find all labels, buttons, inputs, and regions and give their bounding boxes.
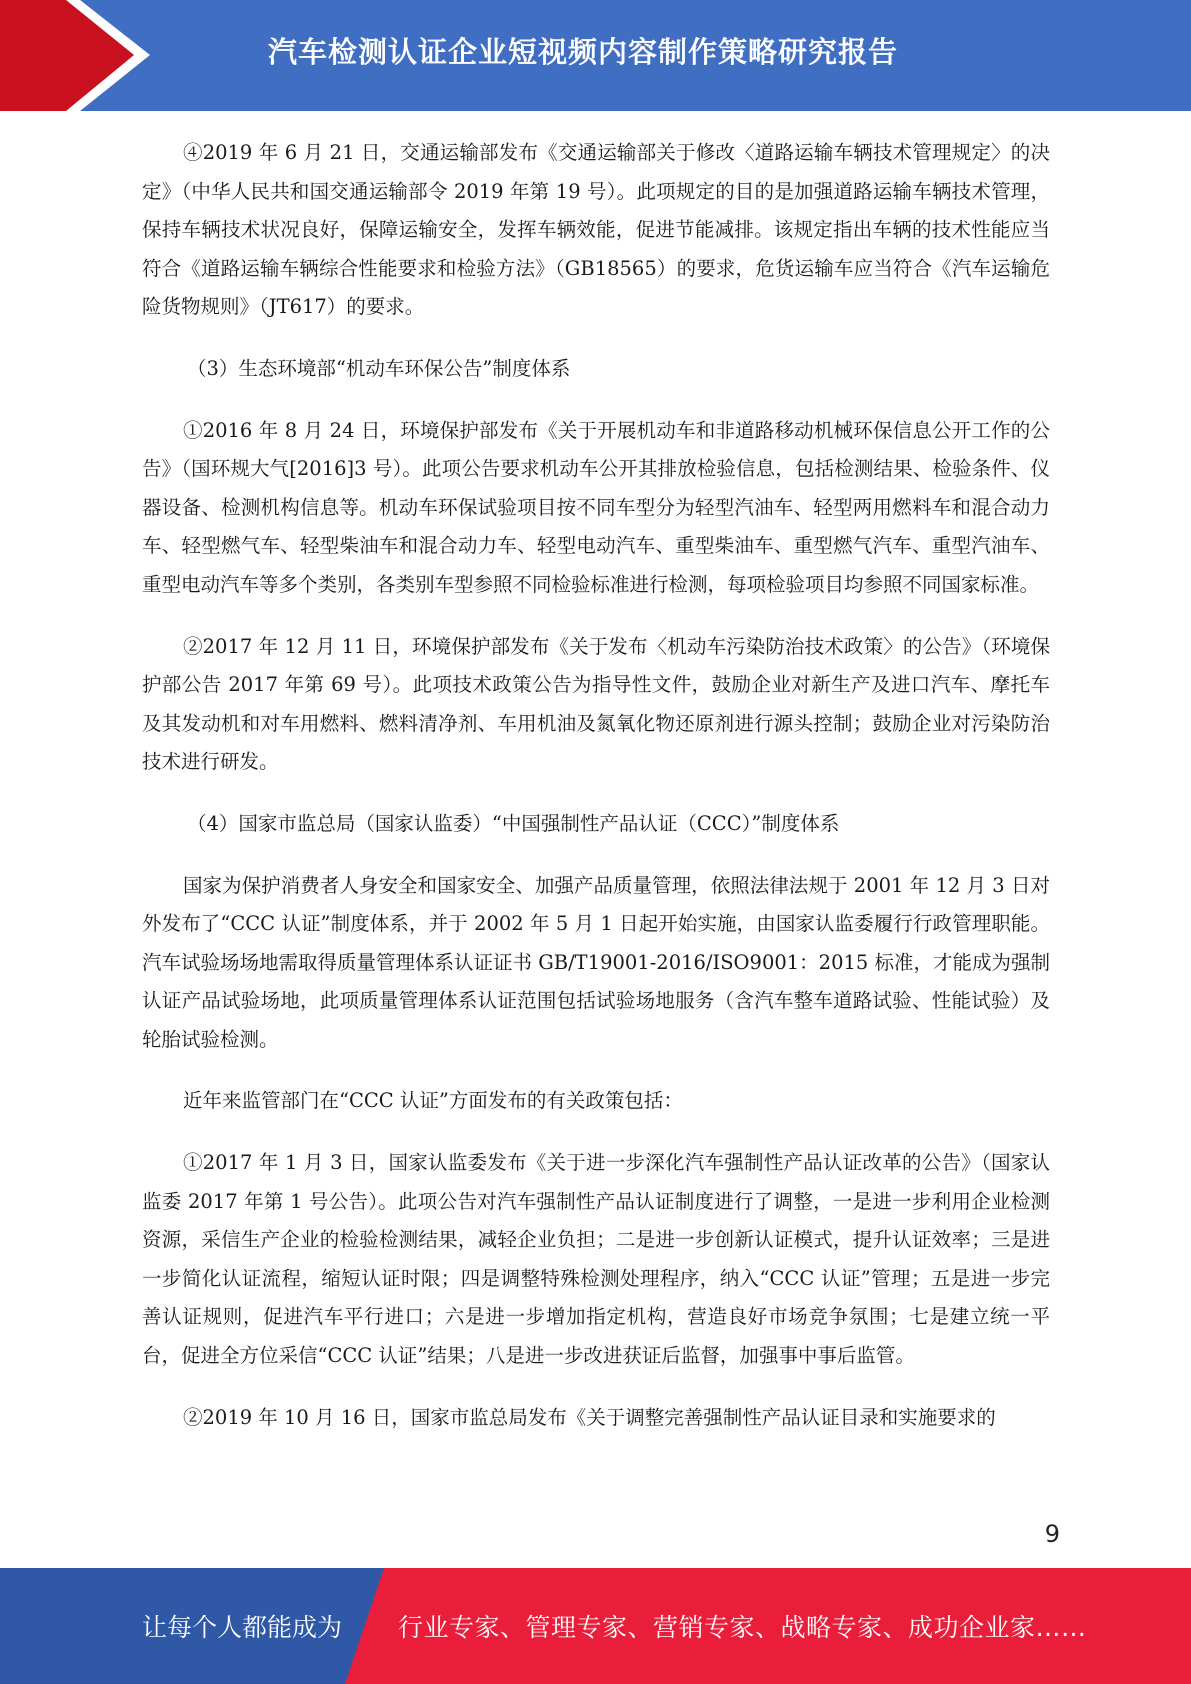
page-number: 9 [1044, 1520, 1060, 1548]
footer-slogan-right: 行业专家、管理专家、营销专家、战略专家、成功企业家…… [398, 1613, 1087, 1642]
paragraph: ②2019 年 10 月 16 日，国家市监总局发布《关于调整完善强制性产品认证目录和实施要求的 [183, 1405, 996, 1429]
paragraph: ④2019 年 6 月 21 日，交通运输部发布《交通运输部关于修改〈道路运输车辆技术管理规定〉的决定》（中华人民共和国交通运输部令 2019 年第 19 号）。此项规定的目的是加强道路运输车辆技术管理，保持车辆技术状况良好，保障运输安全，发挥车辆效能，促进节能减排。该规定指出车辆的技术性能应当符合《道路运输车辆综合性能要求和检验方法》（GB18565）的要求，危货运输车应当符合《汽车运输危险货物规则》（JT617）的要求。 [142, 141, 1050, 319]
footer-slogan-left: 让每个人都能成为 [142, 1613, 343, 1642]
paragraph: ①2016 年 8 月 24 日，环境保护部发布《关于开展机动车和非道路移动机械环保信息公开工作的公告》（国环规大气[2016]3 号）。此项公告要求机动车公开其排放检验信息，包括检测结果、检验条件、仪器设备、检测机构信息等。机动车环保试验项目按不同车型分为轻型汽油车、轻型两用燃料车和混合动力车、轻型燃气车、轻型柴油车和混合动力车、轻型电动汽车、重型柴油车、重型燃气汽车、重型汽油车、重型电动汽车等多个类别，各类别车型参照不同检验标准进行检测，每项检验项目均参照不同国家标准。 [142, 418, 1050, 596]
paragraph: 国家为保护消费者人身安全和国家安全、加强产品质量管理，依照法律法规于 2001 年 12 月 3 日对外发布了“CCC 认证”制度体系，并于 2002 年 5 月 1 日起开始实施，由国家认监委履行行政管理职能。汽车试验场场地需取得质量管理体系认证证书 GB/T19001-2016/ISO9001：2015 标准，才能成为强制认证产品试验场地，此项质量管理体系认证范围包括试验场地服务（含汽车整车道路试验、性能试验）及轮胎试验检测。 [142, 873, 1050, 1051]
page-header [0, 0, 1191, 111]
header-title: 汽车检测认证企业短视频内容制作策略研究报告 [268, 35, 899, 69]
page-footer [0, 1568, 1191, 1684]
section-heading: （4）国家市监总局（国家认监委）“中国强制性产品认证（CCC）”制度体系 [187, 811, 840, 835]
paragraph: 近年来监管部门在“CCC 认证”方面发布的有关政策包括： [183, 1089, 683, 1113]
document-body [142, 134, 1050, 1460]
paragraph: ②2017 年 12 月 11 日，环境保护部发布《关于发布〈机动车污染防治技术政策〉的公告》（环境保护部公告 2017 年第 69 号）。此项技术政策公告为指导性文件，鼓励企业对新生产及进口汽车、摩托车及其发动机和对车用燃料、燃料清净剂、车用机油及氮氧化物还原剂进行源头控制；鼓励企业对污染防治技术进行研发。 [142, 634, 1050, 774]
section-heading: （3）生态环境部“机动车环保公告”制度体系 [187, 356, 571, 380]
paragraph: ①2017 年 1 月 3 日，国家认监委发布《关于进一步深化汽车强制性产品认证改革的公告》（国家认监委 2017 年第 1 号公告）。此项公告对汽车强制性产品认证制度进行了调整，一是进一步利用企业检测资源，采信生产企业的检验检测结果，减轻企业负担；二是进一步创新认证模式，提升认证效率；三是进一步简化认证流程，缩短认证时限；四是调整特殊检测处理程序，纳入“CCC 认证”管理；五是进一步完善认证规则，促进汽车平行进口；六是进一步增加指定机构，营造良好市场竞争氛围；七是建立统一平台，促进全方位采信“CCC 认证”结果；八是进一步改进获证后监督，加强事中事后监管。 [142, 1151, 1050, 1368]
